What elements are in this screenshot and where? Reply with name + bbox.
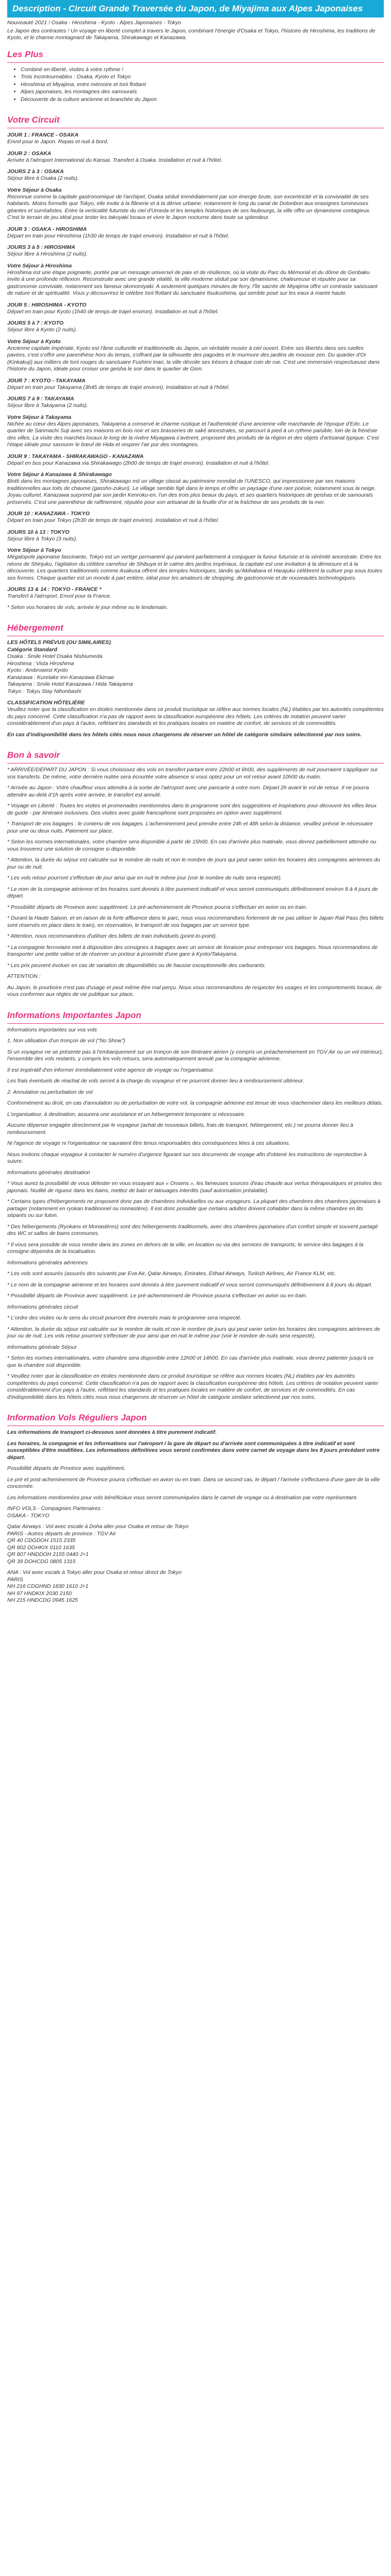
info-paragraph: Le pré et post-acheminement de Province pourra s'effectuer en avion ou en train. Dans ce second cas, le départ / l'arrivée s'effectuera d'une gare de la ville concernée. [7, 1476, 380, 1489]
day-description: Séjour libre à Hiroshima (2 nuits). [7, 251, 88, 257]
section-heading-circuit: Votre Circuit [7, 115, 60, 125]
day-description: Départ en bus pour Kanazawa via Shirakawago (2h00 de temps de trajet environ). Installation et nuit à l'hôtel. [7, 460, 270, 466]
hotel-line: Kanazawa : Kuretake Inn Kanazawa Ekimae [7, 674, 115, 681]
info-paragraph: Informations générales aériennes [7, 1259, 88, 1266]
info-paragraph: * Attention, la durée du séjour est calculée sur le nombre de nuits et non le nombre de jours qui peut varier selon les horaires des compagnies aériennes du jour ou de nuit. [7, 857, 380, 870]
section-heading-plus: Les Plus [7, 49, 43, 59]
day-description: Séjour libre à Osaka (2 nuits). [7, 175, 79, 181]
itinerary-day [7, 604, 384, 612]
info-paragraph: Les horaires, la compagnie et les informations sur l'aéroport / la gare de départ ou d'arrivée sont communiquées à titre indicatif et sont susceptibles d'être modifiées. Les informations définitives vous seront confirmées dans votre carnet de voyage dans les 8 jours précédant votre départ. [7, 1440, 380, 1461]
flight-line: NH 215 HNDCDG 0945 1625 [7, 1597, 78, 1603]
day-title: Votre Séjour à Hiroshima [7, 262, 72, 269]
hotel-line: Osaka : Smile Hotel Osaka Nishiumeda [7, 653, 103, 659]
itinerary-day [7, 586, 384, 600]
page-title: Description - Circuit Grande Traversée du Japon, de Miyajima aux Alpes Japonaises [7, 0, 384, 18]
day-description: Départ en train pour Tokyo (2h30 de temps de trajet environ). Installation et nuit à l'hôtel. [7, 517, 219, 523]
hotel-line: Catégorie Standard [7, 646, 57, 653]
flight-line: NH 216 CDGHND 1830 1610 J+1 [7, 1583, 89, 1589]
info-paragraph: * Arrivée au Japon : Votre chauffeur vous attendra à la sortie de l'aéroport avec une pancarte à votre nom. Départ 2h avant le vol de retour. Il ne pourra attendre au-delà d'1h après votre arrivée, le transfert est annulé. [7, 785, 369, 798]
list-item: • Trois incontournables : Osaka, Kyoto et Tokyo [21, 73, 384, 81]
day-title: JOURS 10 à 13 : TOKYO [7, 529, 70, 535]
info-paragraph: Il est impératif d'en informer immédiatement votre agence de voyage ou l'organisateur. [7, 1066, 215, 1073]
info-paragraph: Informations importantes sur vos vols [7, 1026, 97, 1033]
day-title: JOUR 1 : FRANCE - OSAKA [7, 132, 79, 138]
info-paragraph: Nous invitons chaque voyageur à contacter le numéro d'urgence figurant sur ses documents de voyage afin d'obtenir les instructions de reprotection à suivre. [7, 1151, 367, 1164]
list-item: • Alpes japonaises, les montagnes des samouraïs [21, 88, 384, 96]
day-title: Votre Séjour à Kyoto [7, 338, 61, 345]
day-description: Séjour libre à Tokyo (3 nuits). [7, 535, 78, 542]
day-description: Départ en train pour Kyoto (1h40 de temps de trajet environ). Installation et nuit à l'hôtel. [7, 308, 219, 315]
intro-line: Nouveauté 2021 ! Osaka - Hiroshima - Kyoto - Alpes Japonaises - Tokyo [7, 20, 182, 26]
day-title: JOURS 3 à 5 : HIROSHIMA [7, 244, 75, 250]
info-paragraph: * Attention, nous recommandons d'utiliser des billets de train individuels (point-to-point). [7, 933, 217, 939]
info-paragraph: * Le nom de la compagnie aérienne et les horaires sont donnés à titre purement indicatif et vous seront communiqués définitivement environ 8 à 4 jours de départ. [7, 886, 378, 899]
info-paragraph: * Possibilité départs de Province avec supplément. Le pré-acheminement de Province pourra s'effectuer en avion ou en train. [7, 1293, 307, 1299]
flight-list [7, 1505, 384, 1604]
itinerary-day [7, 168, 384, 182]
day-title: Votre Séjour à Kanazawa & Shirakawago [7, 471, 112, 478]
itinerary-day [7, 471, 384, 506]
day-description: Mégalopole japonaise fascinante, Tokyo est un vertige permanent qui parvient parfaitement à conjuguer la fureur futuriste et la sérénité ancestrale. Entre les néons de Shinjuku, l'agitation du célèbre carrefour de Shibuya et le calme des jardins impériaux, la capitale est une invitation à la démesure et à la découverte. Les quartiers traditionnels comme Asakusa offrent des temples historiques, tandis qu'Akihabara et Harajuku célèbrent la culture pop sous toutes ses formes. Chaque quartier est un monde à part entière, idéal pour les amateurs de shopping, de gastronomie et de nouveautés technologiques. [7, 554, 383, 581]
section-heading-hotels: Hébergement [7, 623, 63, 633]
day-description: Départ en train pour Hiroshima (1h30 de temps de trajet environ). Installation et nuit à l'hôtel. [7, 232, 230, 239]
day-description: Blotti dans les montagnes japonaises, Shirakawago est un village classé au patrimoine mondial de l'UNESCO, qui impressionne par ses maisons traditionnelles aux toits de chaume (gassho-zukuri). Le village semble figé dans le temps et offre un paysage d'une rare poésie, notamment sous la neige. Joyau culturel, Kanazawa surprend par son jardin Kenroku-en, l'un des trois plus beaux du pays, et ses quartiers historiques de geishas et de samouraïs préservés. C'est une parenthèse de raffinement, réputée pour son artisanat de la feuille d'or et la fraîcheur de ses produits de la mer. [7, 478, 376, 505]
info-paragraph: Conformément au droit, en cas d'annulation ou de perturbation de votre vol, la compagnie aérienne est tenue de vous réacheminer dans les meilleurs délais. [7, 1100, 383, 1106]
info-paragraph: * Les prix peuvent évoluer en cas de variation de disponibilités ou de hausse exceptionnelle des carburants. [7, 962, 266, 969]
info-paragraph: Les frais éventuels de réachat de vols seront à la charge du voyageur et ne pourront donner lieu à remboursement ultérieur. [7, 1078, 304, 1084]
spacer [7, 1519, 384, 1523]
hotel-line: Takayama : Smile Hotel Kanazawa / Hida Takayama [7, 681, 133, 687]
itinerary-day [7, 377, 384, 392]
info-paragraph: Informations générales circuit [7, 1303, 78, 1310]
day-description: * Selon vos horaires de vols, arrivée le jour même ou le lendemain. [7, 604, 168, 611]
info-paragraph: Aucune dépense engagée directement par le voyageur (achat de nouveaux billets, frais de transport, hébergement, etc.) ne pourra donner lieu à remboursement. [7, 1122, 353, 1136]
info-paragraph: * L'ordre des visites ou le sens du circuit pourront être inversés mais le programme sera respecté. [7, 1315, 242, 1321]
day-description: Nichée au cœur des Alpes japonaises, Takayama a conservé le charme rustique et l'authenticité d'une ancienne ville marchande de l'époque d'Edo. Le quartier de Sanmachi Suji avec ses maisons en bois noir et ses brasseries de saké ancestrales, se parcourt à pied à un rythme paisible, loin de la frénésie des villes. La visite des marchés locaux le long de la rivière Miyagawa s'avèrent, proposent des produits de la région et des objets d'artisanat typique. C'est l'étape idéale pour savourer le bœuf de Hida et respirer l'air pur des montagnes. [7, 420, 379, 448]
info-paragraph: * Le nom de la compagnie aérienne et les horaires sont donnés à titre purement indicatif et vous seront communiqués définitivement à 8 jours du départ. [7, 1281, 372, 1288]
day-title: JOURS 5 à 7 : KYOTO [7, 320, 63, 326]
info-paragraph: Si un voyageur ne se présente pas à l'embarquement sur un tronçon de son itinéraire aérien (y compris un préacheminement en TGV Air ou un vol intérieur), l'ensemble des vols restants, y compris les vols retours, sera automatiquement annulé par la compagnie aérienne. [7, 1048, 383, 1062]
day-description: Séjour libre à Kyoto (2 nuits). [7, 327, 77, 333]
day-title: JOURS 2 à 3 : OSAKA [7, 168, 64, 175]
hotel-line: Kyoto : Ambrowest Kyoto [7, 667, 68, 673]
flight-line: QR 40 CDGDOH 1515 2335 [7, 1537, 76, 1544]
hotel-line: Tokyo : Tokyu Stay Nihonbashi [7, 688, 82, 694]
day-title: JOURS 7 à 9 : TAKAYAMA [7, 396, 74, 402]
info-paragraph: 2. Annulation ou perturbation de vol [7, 1089, 93, 1095]
flight-line: PARIS [7, 1576, 23, 1583]
itinerary-day [7, 226, 384, 240]
info-paragraph: ATTENTION : [7, 973, 41, 979]
itinerary-day [7, 547, 384, 582]
plus-list [7, 66, 384, 104]
info-paragraph: Possibilité départs de Province avec supplément. [7, 1465, 125, 1471]
itinerary-day [7, 319, 384, 334]
itinerary-day [7, 414, 384, 449]
day-description: Arrivée à l'aéroport International du Kansai. Transfert à Osaka. Installation et nuit à l'hôtel. [7, 157, 223, 163]
flight-line: ANA : Vol avec escale à Tokyo aller pour Osaka et retour direct de Tokyo [7, 1569, 182, 1575]
info-paragraph: * Il vous sera possible de vous rendre dans les zones en dehors de la ville, en location ou via des services de transports; le service des bagages à la consigne dépendra de la localisation. [7, 1241, 364, 1255]
itinerary-day [7, 338, 384, 373]
itinerary-day [7, 262, 384, 297]
day-title: JOURS 13 & 14 : TOKYO - FRANCE * [7, 586, 102, 592]
flight-line: Qatar Airways : Vol avec escale à Doha aller pour Osaka et retour de Tokyo [7, 1523, 189, 1530]
info-paragraph: * Transport de vos bagages : le contenu de vos bagages. L'acheminement peut prendre entre 24h et 48h selon la distance, veuillez prévoir le nécessaire pour une ou deux nuits. Paiement sur place. [7, 821, 373, 834]
classification-note: En cas d'indisponibilité dans les hôtels cités nous nous chargerons de réserver un hôtel de catégorie similaire sélectionné par nos soins. [7, 731, 362, 738]
info-paragraph: * La compagnie ferroviaire met à disposition des consignes à bagages avec un service de livraison pour entreposer vos bagages. Nous recommandons de transporter une petite valise et de réserver un porteur à proximité d'une gare à Kyoto/Takayama. [7, 944, 378, 957]
day-title: Votre Séjour à Osaka [7, 187, 62, 193]
list-item: • Combiné en liberté, visites à votre rythme ! [21, 66, 384, 74]
hotel-line: Hiroshima : Vista Hiroshima [7, 660, 74, 667]
flight-info-content [7, 1429, 384, 1501]
good-to-know-content [7, 767, 384, 998]
section-divider [7, 1023, 384, 1024]
flight-line: OSAKA - TOKYO [7, 1512, 50, 1519]
day-title: JOUR 10 : KANAZAWA - TOKYO [7, 511, 90, 517]
info-paragraph: * Selon les normes internationales, votre chambre sera disponible à partir de 15h00. En cas d'arrivée plus matinale, vous devrez partiellement attendre ou vous trouverez une solution de consigne si disponible. [7, 839, 377, 852]
classification-heading: CLASSIFICATION HÔTELIÈRE [7, 700, 85, 706]
info-paragraph: * Voyage en Liberté : Toutes les visites et promenades mentionnées dans le programme sont des suggestions et inspirations pour découvrir les villes lieux de guide - par itinéraire inclusives. Des visites avec guide francophone sont proposées en option avec supplément. [7, 803, 377, 816]
info-paragraph: * Possibilité départs de Province avec supplément. Le pré-acheminement de Province pourra s'effectuer en avion ou en train. [7, 904, 307, 910]
info-paragraph: Informations générales destination [7, 1169, 90, 1176]
info-paragraph: * Attention, la durée du séjour est calculée sur le nombre de nuits et non le nombre de jours qui peut varier selon les horaires des compagnies aériennes de jour ou de nuit. Les vols retour pourront s'effectuer de jour ainsi que en nuit le même jour (voir le nombre de nuits sera respecté). [7, 1326, 380, 1339]
hotel-line: LES HÔTELS PRÉVUS (OU SIMILAIRES) [7, 639, 111, 646]
flight-line: QR 39 DOHCDG 0805 1315 [7, 1558, 76, 1565]
info-paragraph: Au Japon, le pourboire n'est pas d'usage et peut même être mal perçu. Nous vous recommandons de respecter les usages et les comportements locaux, de vous conformer aux règles de vie publique sur place. [7, 984, 382, 997]
info-paragraph: * Selon les normes internationales, votre chambre sera disponible entre 12h00 et 14h00. En cas d'arrivée plus matinale, vous devrez patienter jusqu'à ce que la chambre soit disponible. [7, 1355, 374, 1368]
flight-line: PARIS - Autres départs de province : TGV Air [7, 1530, 116, 1537]
day-title: Votre Séjour à Tokyo [7, 547, 61, 553]
itinerary-day [7, 150, 384, 164]
itinerary-day [7, 453, 384, 467]
day-title: JOUR 7 : KYOTO - TAKAYAMA [7, 377, 86, 384]
day-title: JOUR 5 : HIROSHIMA - KYOTO [7, 301, 87, 308]
day-description: Transfert à l'aéroport. Envol pour la France. [7, 593, 111, 599]
day-description: Séjour libre à Takayama (2 nuits). [7, 402, 88, 409]
flight-line: NH 97 HNDKIX 2030 2150 [7, 1590, 72, 1597]
info-paragraph: * Les vols sont assurés (assurés des suivants par Eva Air, Qatar Airways, Emirates, Etihad Airways, Turkish Airlines, Air France KLM, etc. [7, 1270, 336, 1277]
info-paragraph: L'organisateur, à destination, assurera une assistance et un hébergement temporaire si nécessaire. [7, 1111, 246, 1117]
list-item: • Découverte de la culture ancienne et branchée du Japon [21, 96, 384, 104]
itinerary-day [7, 510, 384, 524]
itinerary [7, 131, 384, 611]
itinerary-day [7, 301, 384, 316]
section-divider [7, 62, 384, 63]
day-title: JOUR 9 : TAKAYAMA - SHIRAKAWAGO - KANAZAWA [7, 453, 144, 460]
info-paragraph: 1. Non utilisation d'un tronçon de vol ("No Show") [7, 1038, 125, 1044]
info-paragraph: * Certains types d'hébergements ne proposent donc pas de chambres individuelles ou aux voyageurs. La plupart des chambres des chambres japonaises à partager (notamment en ryokan traditionnel ou monastère). Il est donc possible que certains adultes doivent cohabiter dans la même chambre en lits séparés ou sur futon. [7, 1198, 381, 1218]
flight-line: QR 807 HNDDOH 2155 0440 J+1 [7, 1551, 89, 1557]
intro-paragraph: Le Japon des contrastes ! Un voyage en liberté complet à travers le Japon, combinant l'énergie d'Osaka et Tokyo, l'histoire de Hiroshima, les traditions de Kyoto, et le charme montagnard de Takayama, Shirakawago et Kanazawa. [7, 27, 376, 41]
section-heading-important: Informations Importantes Japon [7, 1010, 141, 1020]
itinerary-day [7, 131, 384, 146]
list-item: • Hiroshima et Miyajima, entre mémoire et torii flottant [21, 81, 384, 89]
itinerary-day [7, 187, 384, 222]
day-description: Reconnue comme la capitale gastronomique de l'archipel, Osaka séduit immédiatement par son énergie brute, son excentricité et la convivialité de ses habitants. Moins formelle que Tokyo, elle invite à la flânerie et à la dérive urbaine, notamment le long du canal de Dotonbori aux enseignes lumineuses géantes et surréalistes. Entre la verticalité futuriste du ciel d'Umeda et les temples historiques de ses faubourgs, la ville offre un dynamisme contagieux. C'est le terrain de jeu idéal pour tester les takoyaki locaux et vivre le Japon nocturne dans toute sa splendeur. [7, 193, 371, 221]
flight-line: QR 802 DOHKIX 0110 1635 [7, 1544, 75, 1551]
day-description: Ancienne capitale impériale, Kyoto est l'âme culturelle et traditionnelle du Japon, un véritable musée à ciel ouvert. Entre ses libertés dans ses ruelles pavées, c'est s'offrir une parenthèse hors du temps, s'offrant par la silhouette des pagodes et le murmure des jardins de mousse zen. Du quartier d'Or (Kinkakuji) aux milliers de torii rouges du sanctuaire Fushimi Inari, la ville dévoile ses trésors à chaque coin de rue. C'est une immersion respectueuse dans l'histoire du Japon, idéale pour croiser une geisha le soir dans le quartier de Gion. [7, 345, 380, 372]
section-divider [7, 763, 384, 764]
info-paragraph: * Vous aurez la possibilité de vous délester en vous essayant aux « Onsens », les fameuses sources d'eau chaude aux vertus thérapeutiques et prisées des japonais. Nudité de rigueur dans les bains, mettez de bain et tatouages interdits (sauf autorisation préalable). [7, 1180, 382, 1194]
info-paragraph: Ni l'agence de voyage ni l'organisateur ne sauraient être tenus responsables des conséquences liées à ces situations. [7, 1140, 290, 1146]
day-title: Votre Séjour à Takayama [7, 414, 72, 420]
important-content [7, 1027, 384, 1401]
classification-text: Veuillez noter que la classification en étoiles mentionnée dans ce produit touristique se réfère aux normes locales (NL) établies par les autorités compétentes du pays concerné. Cette classification n'a pas de rapport avec la classification européenne des hôtels. Les critères de notation peuvent varier considérablement d'un pays à l'autre, reflétant les standards et les pratiques locales en matière de confort, de services et de commodités. [7, 706, 384, 726]
info-paragraph: Les informations mentionnées pour vols bénéficiaux vous seront communiquées dans le carnet de voyage ou à destination par votre représentant. [7, 1494, 358, 1501]
section-heading-good-to-know: Bon à savoir [7, 750, 60, 760]
day-title: JOUR 3 : OSAKA - HIROSHIMA [7, 226, 87, 232]
day-description: Envol pour le Japon. Repas et nuit à bord. [7, 139, 109, 145]
info-paragraph: * ARRIVÉE/DÉPART DU JAPON : Si vous choisissez des vols en transfert partant entre 22h00 et 6h00, des suppléments de nuit pourraient s'appliquer sur vos transferts. De même, votre dernière nuitée sera écourtée votre absence si vous optez pour un vol retour avant 10h00 du matin. [7, 767, 378, 780]
info-paragraph: Informations générale Séjour [7, 1344, 77, 1350]
itinerary-day [7, 395, 384, 410]
info-paragraph: Les informations de transport ci-dessous sont données à titre purement indicatif. [7, 1429, 217, 1435]
info-paragraph: * Les vols retour pourront s'effectuer de jour ainsi que en nuit le même jour (voir le nombre de nuits sera respecté). [7, 875, 282, 881]
day-description: Hiroshima est une étape poignante, portée par un message universel de paix et de résilience, où la visite du Parc du Mémorial et du dôme de Genbaku invite à une profonde réflexion. Reconstruite avec une grande vitalité, la ville moderne séduit par son dynamisme, chaleureuse et réputée pour sa gastronomie conviviale, notamment ses fameux okonomiyaki. A seulement quelques minutes de ferry, l'île sacrée de Miyajima offre un contraste saisissant de nature et de spiritualité. Vous y découvrirez le célèbre torii flottant du sanctuaire Itsukushima, qui semble posé sur les eaux à marée haute. [7, 269, 378, 296]
info-paragraph: * Durant la Haute Saison, et en raison de la forte affluence dans le parc, nous vous recommandons fortement de ne pas utiliser le Japan Rail Pass (les billets sont réservés en place dans le train), en réservation, le transport de vos bagages par un service type. [7, 915, 384, 928]
hotel-list [7, 639, 384, 695]
section-heading-flights: Information Vols Réguliers Japon [7, 1413, 147, 1422]
spacer [7, 1565, 384, 1569]
day-description: Départ en train pour Takayama (3h45 de temps de trajet environ). Installation et nuit à l'hôtel. [7, 384, 230, 391]
info-paragraph: * Veuillez noter que la classification en étoiles mentionnée dans ce produit touristique se réfère aux normes locales (NL) établies par les autorités compétentes du pays concerné. Cette classification n'a pas de rapport avec la classification européenne des hôtels. Les critères de notation peuvent varier considérablement d'un pays à l'autre, reflétant les standards et les pratiques locales en matière de confort, de services et de commodités. En cas d'indisponibilité dans les hôtels cités nous nous chargerons de réserver un hôtel de catégorie similaire sélectionné par nos soins. [7, 1373, 379, 1400]
day-title: JOUR 2 : OSAKA [7, 150, 52, 157]
itinerary-day [7, 529, 384, 543]
info-paragraph: * Des hébergements (Ryokans et Monastères) sont des hébergements traditionnels, avec des chambres japonaises d'un confort simple et souvent partagé des WC et salles de bains communes. [7, 1223, 378, 1236]
flight-line: INFO VOLS - Compagnies Partenaires : [7, 1505, 104, 1512]
itinerary-day [7, 244, 384, 258]
